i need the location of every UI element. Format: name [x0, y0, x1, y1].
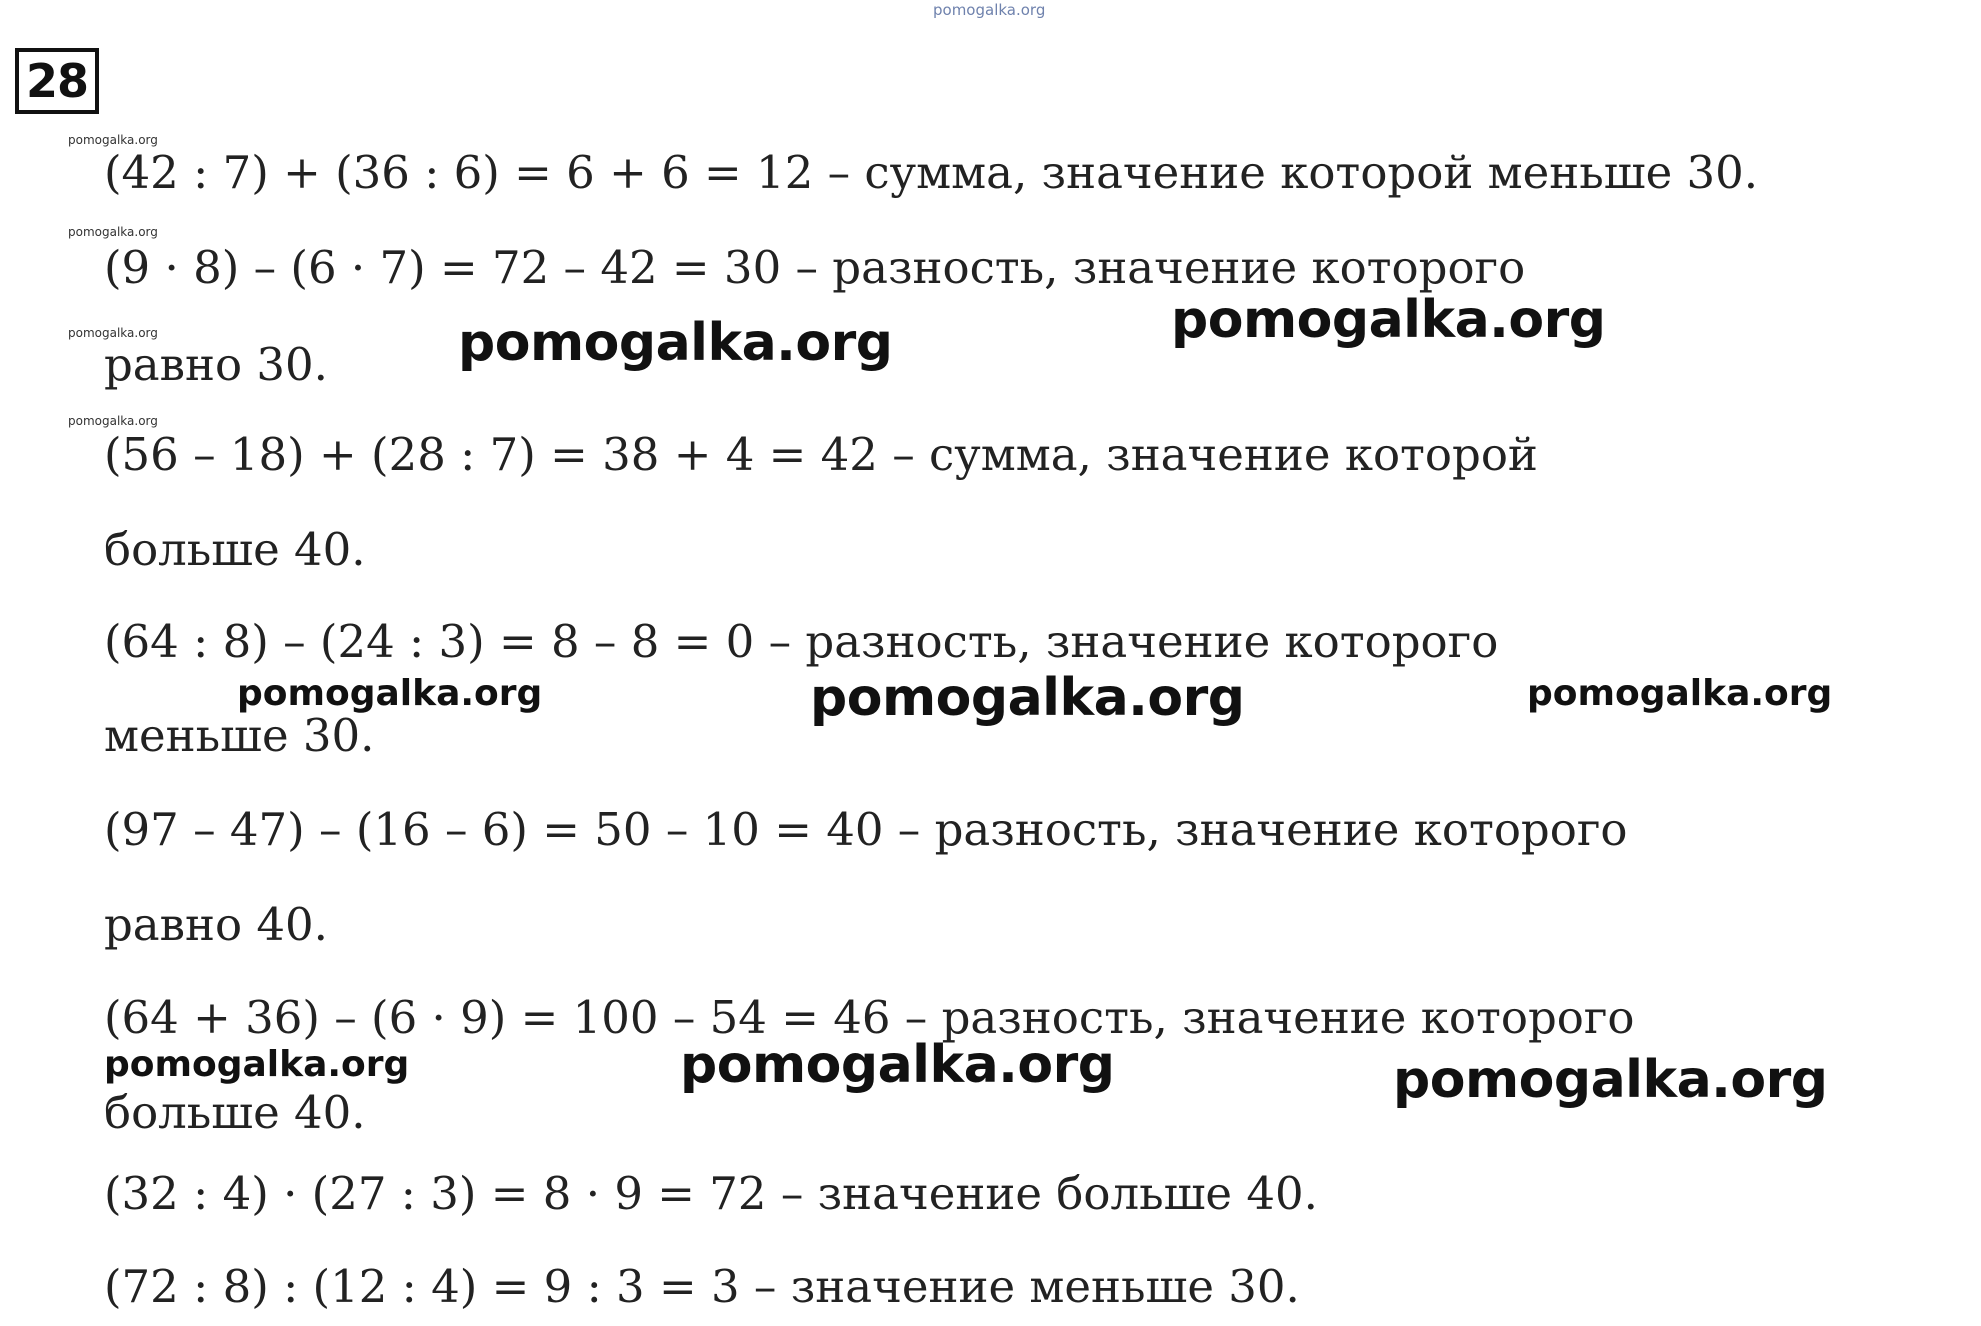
solution-line: (32 : 4) · (27 : 3) = 8 · 9 = 72 – значение больше 40. [104, 1167, 1318, 1220]
solution-line: равно 40. [104, 898, 328, 951]
solution-line: меньше 30. [104, 709, 375, 762]
large-watermark: pomogalka.org [458, 313, 893, 373]
solution-line: (42 : 7) + (36 : 6) = 6 + 6 = 12 – сумма, значение которой меньше 30. [104, 146, 1759, 199]
medium-watermark: pomogalka.org [104, 1044, 410, 1085]
large-watermark: pomogalka.org [810, 668, 1245, 728]
solution-line: (72 : 8) : (12 : 4) = 9 : 3 = 3 – значение меньше 30. [104, 1260, 1300, 1313]
small-watermark: pomogalka.org [68, 133, 158, 147]
medium-watermark: pomogalka.org [237, 673, 543, 714]
top-watermark: pomogalka.org [933, 1, 1046, 19]
solution-line: (97 – 47) – (16 – 6) = 50 – 10 = 40 – разность, значение которого [104, 803, 1628, 856]
task-number: 28 [25, 54, 88, 108]
solution-line: (64 + 36) – (6 · 9) = 100 – 54 = 46 – разность, значение которого [104, 991, 1635, 1044]
solution-line: больше 40. [104, 523, 366, 576]
medium-watermark: pomogalka.org [1527, 673, 1833, 714]
solution-line: (56 – 18) + (28 : 7) = 38 + 4 = 42 – сумма, значение которой [104, 428, 1538, 481]
large-watermark: pomogalka.org [1171, 290, 1606, 350]
task-number-box [15, 48, 99, 114]
large-watermark: pomogalka.org [1393, 1050, 1828, 1110]
solution-line: (64 : 8) – (24 : 3) = 8 – 8 = 0 – разность, значение которого [104, 615, 1499, 668]
solution-line: (9 · 8) – (6 · 7) = 72 – 42 = 30 – разность, значение которого [104, 241, 1526, 294]
solution-line: больше 40. [104, 1086, 366, 1139]
large-watermark: pomogalka.org [680, 1035, 1115, 1095]
small-watermark: pomogalka.org [68, 326, 158, 340]
solution-line: равно 30. [104, 338, 328, 391]
small-watermark: pomogalka.org [68, 225, 158, 239]
small-watermark: pomogalka.org [68, 414, 158, 428]
